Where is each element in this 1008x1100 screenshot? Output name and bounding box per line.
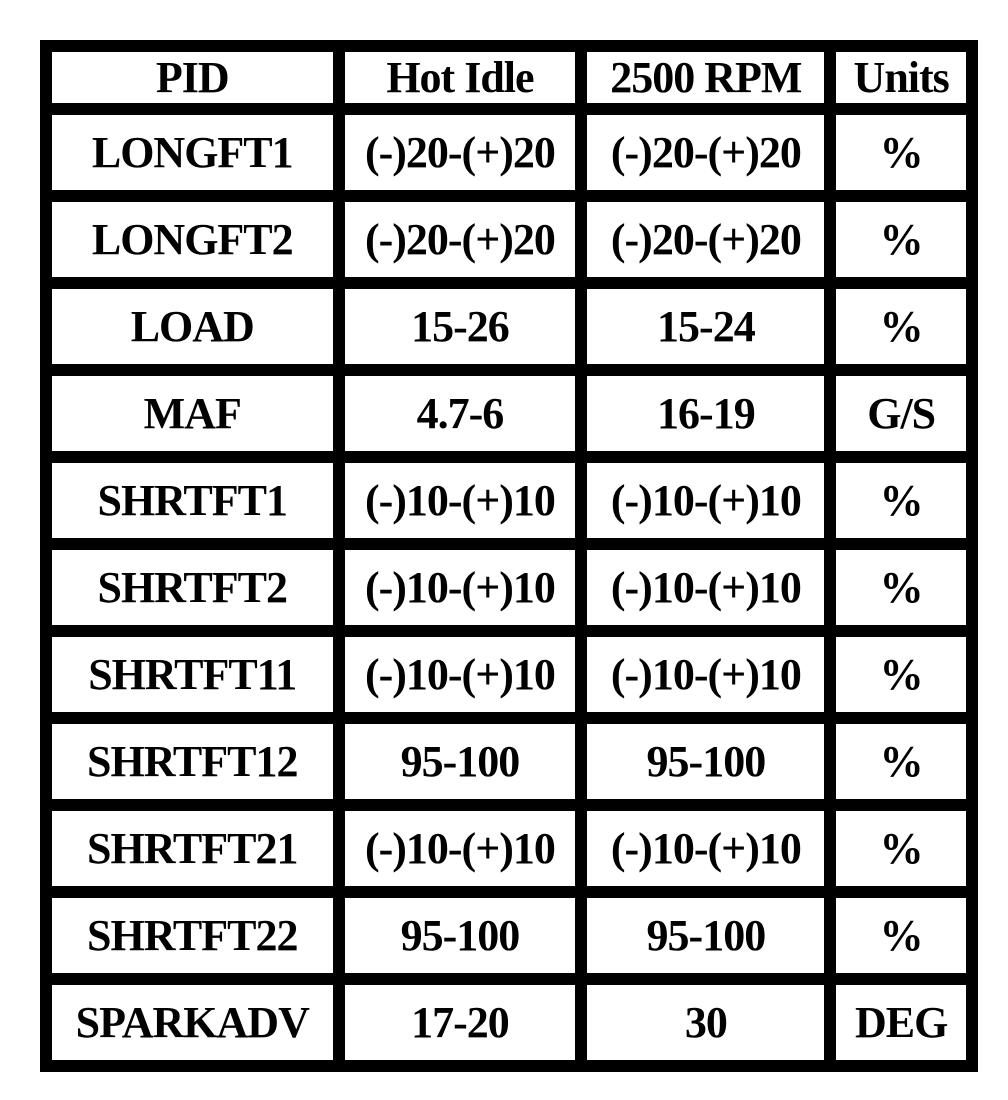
cell-pid: MAF bbox=[52, 376, 333, 451]
cell-2500-rpm: (-)20-(+)20 bbox=[587, 202, 824, 277]
cell-pid: SHRTFT22 bbox=[52, 898, 333, 973]
header-hot-idle: Hot Idle bbox=[345, 52, 576, 103]
cell-2500-rpm: 15-24 bbox=[587, 289, 824, 364]
cell-units: % bbox=[836, 202, 966, 277]
cell-pid: SPARKADV bbox=[52, 985, 333, 1060]
cell-hot-idle: (-)10-(+)10 bbox=[345, 811, 576, 886]
header-units: Units bbox=[836, 52, 966, 103]
cell-2500-rpm: (-)10-(+)10 bbox=[587, 637, 824, 712]
table-row bbox=[52, 202, 966, 277]
cell-hot-idle: 15-26 bbox=[345, 289, 576, 364]
cell-hot-idle: (-)10-(+)10 bbox=[345, 463, 576, 538]
cell-hot-idle: 95-100 bbox=[345, 724, 576, 799]
header-row bbox=[52, 52, 966, 103]
cell-hot-idle: 4.7-6 bbox=[345, 376, 576, 451]
table-row bbox=[52, 985, 966, 1060]
cell-pid: LONGFT2 bbox=[52, 202, 333, 277]
cell-2500-rpm: (-)10-(+)10 bbox=[587, 811, 824, 886]
cell-hot-idle: 95-100 bbox=[345, 898, 576, 973]
header-pid: PID bbox=[52, 52, 333, 103]
cell-units: % bbox=[836, 637, 966, 712]
table-row bbox=[52, 463, 966, 538]
table-row bbox=[52, 724, 966, 799]
table-row bbox=[52, 115, 966, 190]
cell-hot-idle: (-)20-(+)20 bbox=[345, 115, 576, 190]
cell-pid: SHRTFT11 bbox=[52, 637, 333, 712]
cell-pid: SHRTFT21 bbox=[52, 811, 333, 886]
cell-pid: SHRTFT1 bbox=[52, 463, 333, 538]
table-row bbox=[52, 637, 966, 712]
cell-2500-rpm: 16-19 bbox=[587, 376, 824, 451]
cell-pid: SHRTFT2 bbox=[52, 550, 333, 625]
pid-table-frame bbox=[40, 40, 978, 1072]
cell-units: G/S bbox=[836, 376, 966, 451]
cell-hot-idle: 17-20 bbox=[345, 985, 576, 1060]
cell-pid: LOAD bbox=[52, 289, 333, 364]
cell-hot-idle: (-)10-(+)10 bbox=[345, 637, 576, 712]
cell-units: % bbox=[836, 115, 966, 190]
cell-2500-rpm: 95-100 bbox=[587, 898, 824, 973]
cell-2500-rpm: (-)10-(+)10 bbox=[587, 463, 824, 538]
cell-pid: SHRTFT12 bbox=[52, 724, 333, 799]
table-row bbox=[52, 376, 966, 451]
cell-2500-rpm: (-)10-(+)10 bbox=[587, 550, 824, 625]
cell-hot-idle: (-)10-(+)10 bbox=[345, 550, 576, 625]
cell-units: % bbox=[836, 463, 966, 538]
table-row bbox=[52, 898, 966, 973]
cell-2500-rpm: (-)20-(+)20 bbox=[587, 115, 824, 190]
cell-units: % bbox=[836, 724, 966, 799]
cell-hot-idle: (-)20-(+)20 bbox=[345, 202, 576, 277]
pid-table bbox=[40, 40, 978, 1072]
table-row bbox=[52, 550, 966, 625]
table-row bbox=[52, 289, 966, 364]
cell-units: DEG bbox=[836, 985, 966, 1060]
cell-units: % bbox=[836, 811, 966, 886]
header-2500-rpm: 2500 RPM bbox=[587, 52, 824, 103]
table-row bbox=[52, 811, 966, 886]
cell-units: % bbox=[836, 898, 966, 973]
cell-units: % bbox=[836, 550, 966, 625]
cell-pid: LONGFT1 bbox=[52, 115, 333, 190]
cell-units: % bbox=[836, 289, 966, 364]
cell-2500-rpm: 30 bbox=[587, 985, 824, 1060]
cell-2500-rpm: 95-100 bbox=[587, 724, 824, 799]
